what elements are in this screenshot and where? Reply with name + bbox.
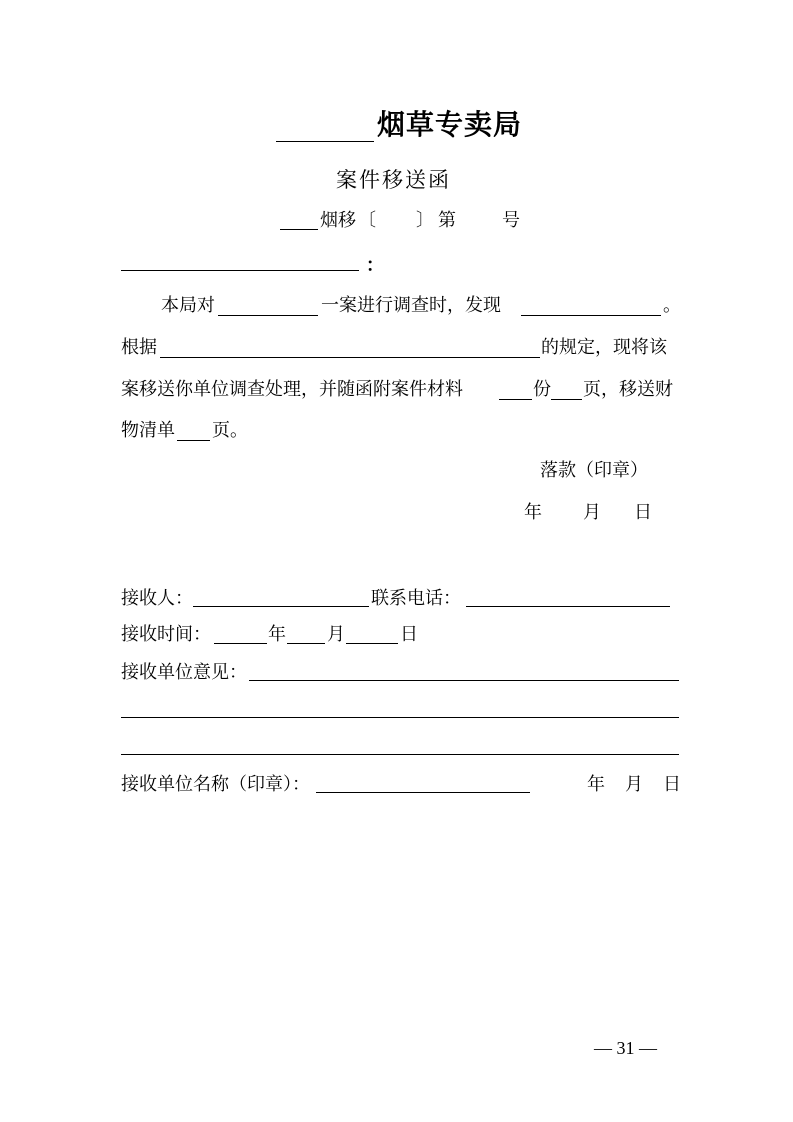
recipient-unit-blank[interactable] [121,270,359,271]
document-subtitle: 案件移送函 [336,168,451,192]
doc-no-prefix-label: 烟移 [320,210,356,231]
body-line1-text-b: 一案进行调查时，发现 [321,295,501,316]
issue-date-year: 年 [524,502,542,523]
doc-no-prefix-blank[interactable] [280,229,318,230]
receive-month-field[interactable] [287,643,325,644]
body-line3-text-b: 份 [533,379,551,400]
doc-no-di-label: 第 [438,210,456,231]
receive-time-label: 接收时间： [121,624,211,645]
material-copies-blank[interactable] [499,399,532,400]
bureau-name-blank[interactable] [276,141,374,142]
discovery-blank[interactable] [521,315,661,316]
doc-no-hao-label: 号 [502,210,520,231]
page-number: — 31 — [594,1038,657,1058]
body-line1-text-c: 。 [663,295,681,316]
receive-year-label: 年 [268,624,286,645]
issue-date-day: 日 [634,502,652,523]
recipient-colon: ： [366,255,384,276]
receive-year-field[interactable] [214,643,267,644]
body-line2-text-a: 根据 [121,337,157,358]
case-name-blank[interactable] [218,315,318,316]
receiver-date-month: 月 [625,774,643,795]
receive-day-label: 日 [400,624,418,645]
property-list-pages-blank[interactable] [177,440,210,441]
receive-month-label: 月 [327,624,345,645]
issue-date-month: 月 [583,502,601,523]
material-pages-blank[interactable] [551,399,582,400]
receiver-opinion-line-1[interactable] [249,680,679,681]
receiver-unit-name-field[interactable] [316,792,530,793]
receiver-label: 接收人： [121,588,193,609]
issuer-seal-label: 落款（印章） [540,460,648,481]
receiver-opinion-label: 接收单位意见： [121,662,247,683]
body-line2-text-b: 的规定，现将该 [541,337,667,358]
page-title: 烟草专卖局 [377,108,523,141]
phone-field[interactable] [466,606,670,607]
body-line4-text-b: 页。 [212,420,248,441]
body-line1-text-a: 本局对 [161,295,215,316]
doc-no-close-bracket: 〕 [416,210,434,231]
receive-day-field[interactable] [346,643,398,644]
body-line3-text-c: 页，移送财 [583,379,673,400]
receiver-date-day: 日 [663,774,681,795]
body-line4-text-a: 物清单 [121,420,175,441]
receiver-unit-name-label: 接收单位名称（印章）： [121,774,310,795]
receiver-field[interactable] [193,606,369,607]
receiver-date-year: 年 [587,774,605,795]
phone-label: 联系电话： [371,588,461,609]
receiver-opinion-line-2[interactable] [121,717,679,718]
doc-no-open-bracket: 〔 [358,210,376,231]
regulation-blank[interactable] [160,357,540,358]
receiver-opinion-line-3[interactable] [121,754,679,755]
body-line3-text-a: 案移送你单位调查处理，并随函附案件材料 [121,379,463,400]
